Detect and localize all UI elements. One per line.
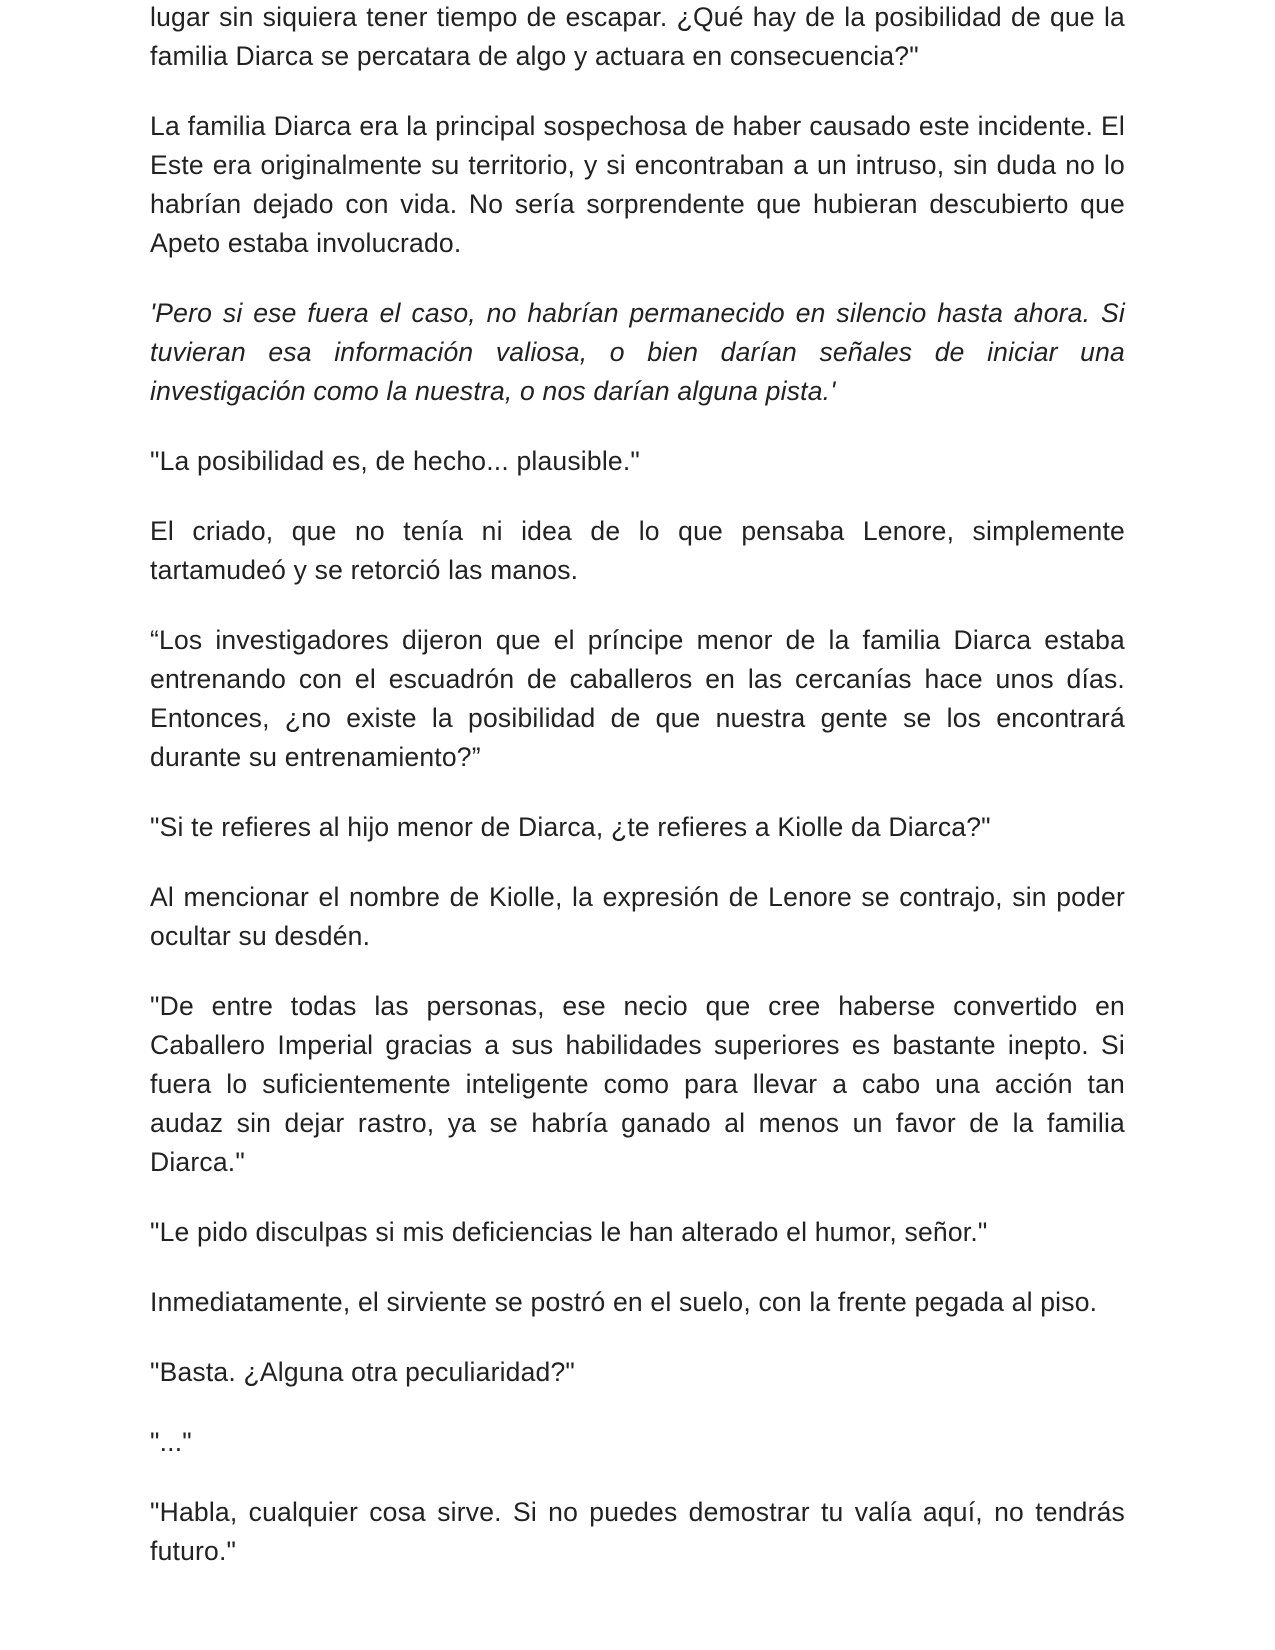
dialogue-paragraph: "Le pido disculpas si mis deficiencias le han alterado el humor, señor." (150, 1217, 988, 1247)
paragraph: lugar sin siquiera tener tiempo de escapar. ¿Qué hay de la posibilidad de que la familia Diarca se percatara de algo y actuara en consecuencia?" (150, 2, 1125, 71)
document-page (150, 0, 1125, 1602)
inner-thought-paragraph: 'Pero si ese fuera el caso, no habrían permanecido en silencio hasta ahora. Si tuvieran esa información valiosa, o bien darían señales de iniciar una investigación como la nuestra, o nos darían alguna pista.' (150, 298, 1125, 406)
dialogue-paragraph: "..." (150, 1427, 192, 1457)
paragraph: Al mencionar el nombre de Kiolle, la expresión de Lenore se contrajo, sin poder ocultar su desdén. (150, 882, 1125, 951)
paragraph: La familia Diarca era la principal sospechosa de haber causado este incidente. El Este era originalmente su territorio, y si encontraban a un intruso, sin duda no lo habrían dejado con vida. No sería sorprendente que hubieran descubierto que Apeto estaba involucrado. (150, 111, 1125, 258)
dialogue-paragraph: "Si te refieres al hijo menor de Diarca, ¿te refieres a Kiolle da Diarca?" (150, 812, 991, 842)
dialogue-paragraph: "De entre todas las personas, ese necio que cree haberse convertido en Caballero Imperial gracias a sus habilidades superiores es bastante inepto. Si fuera lo suficientemente inteligente como para llevar a cabo una acción tan audaz sin dejar rastro, ya se habría ganado al menos un favor de la familia Diarca." (150, 991, 1125, 1177)
dialogue-paragraph: "Basta. ¿Alguna otra peculiaridad?" (150, 1357, 576, 1387)
dialogue-paragraph: "Habla, cualquier cosa sirve. Si no puedes demostrar tu valía aquí, no tendrás futuro." (150, 1497, 1125, 1566)
paragraph: El criado, que no tenía ni idea de lo que pensaba Lenore, simplemente tartamudeó y se retorció las manos. (150, 516, 1125, 585)
dialogue-paragraph: “Los investigadores dijeron que el príncipe menor de la familia Diarca estaba entrenando con el escuadrón de caballeros en las cercanías hace unos días. Entonces, ¿no existe la posibilidad de que nuestra gente se los encontrará durante su entrenamiento?” (150, 625, 1125, 772)
paragraph: Inmediatamente, el sirviente se postró en el suelo, con la frente pegada al piso. (150, 1287, 1098, 1317)
dialogue-paragraph: "La posibilidad es, de hecho... plausible." (150, 446, 641, 476)
